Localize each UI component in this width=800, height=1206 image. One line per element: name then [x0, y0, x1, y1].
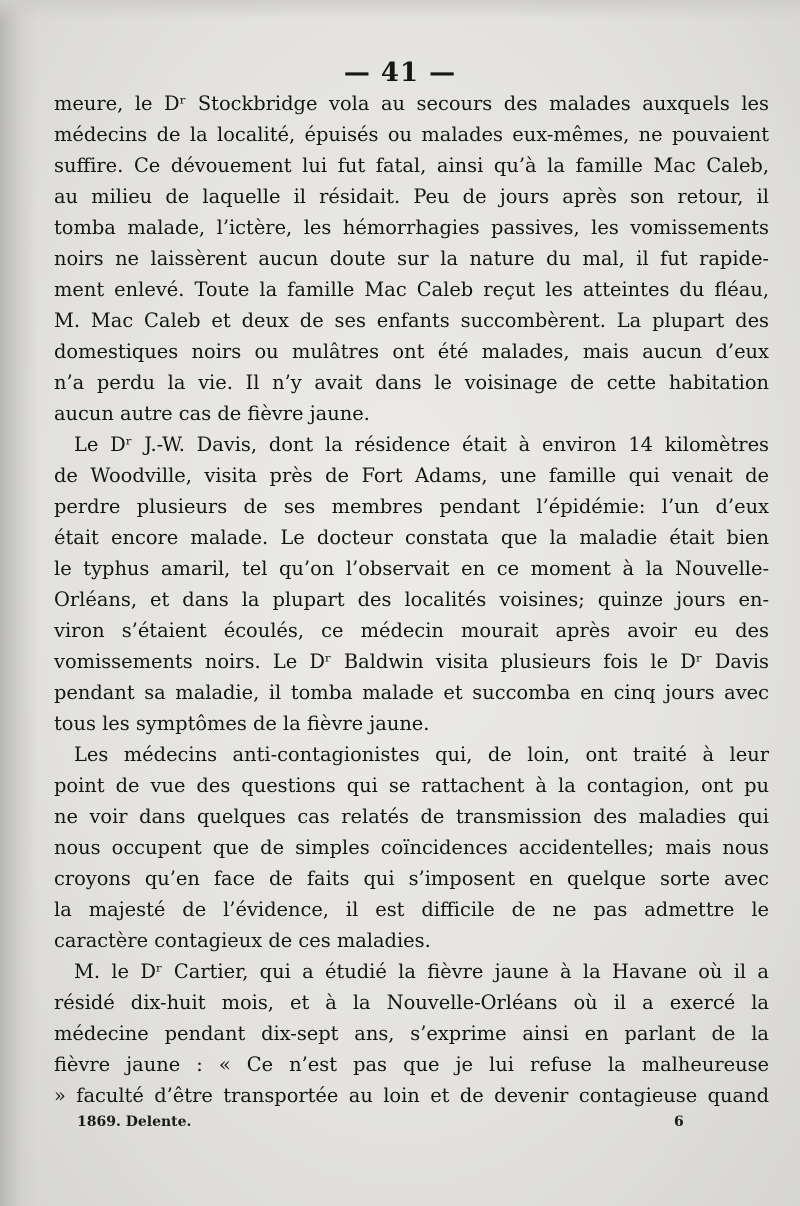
text-line: aucun autre cas de fièvre jaune.: [54, 402, 370, 425]
text-line: le typhus amaril, tel qu’on l’observait en ce moment à la Nouvelle-: [54, 557, 769, 580]
binding-shadow: [0, 0, 38, 1206]
text-line: tomba malade, l’ictère, les hémorrhagies passives, les vomissements: [54, 216, 769, 239]
text-line: Orléans, et dans la plupart des localités voisines; quinze jours en-: [54, 588, 769, 611]
text-line: meure, le Dʳ Stockbridge vola au secours des malades auxquels les: [54, 92, 769, 115]
text-line: de Woodville, visita près de Fort Adams, une famille qui venait de: [54, 464, 769, 487]
text-line: Le Dʳ J.-W. Davis, dont la résidence était à environ 14 kilomètres: [74, 433, 769, 456]
text-line: nous occupent que de simples coïncidences accidentelles; mais nous: [54, 836, 769, 859]
text-line: M. le Dʳ Cartier, qui a étudié la fièvre jaune à la Havane où il a: [74, 960, 769, 983]
text-line: caractère contagieux de ces maladies.: [54, 929, 431, 952]
footer-signature: 1869. Delente.: [77, 1114, 192, 1130]
text-line: croyons qu’en face de faits qui s’imposent en quelque sorte avec: [54, 867, 769, 890]
text-line: perdre plusieurs de ses membres pendant l’épidémie: l’un d’eux: [54, 495, 769, 518]
text-line: noirs ne laissèrent aucun doute sur la nature du mal, il fut rapide-: [54, 247, 769, 270]
text-line: n’a perdu la vie. Il n’y avait dans le voisinage de cette habitation: [54, 371, 769, 394]
footer-sheet-number: 6: [674, 1114, 684, 1130]
text-line: ne voir dans quelques cas relatés de transmission des maladies qui: [54, 805, 769, 828]
text-line: viron s’étaient écoulés, ce médecin mourait après avoir eu des: [54, 619, 769, 642]
text-line: était encore malade. Le docteur constata que la maladie était bien: [54, 526, 769, 549]
text-line: » faculté d’être transportée au loin et de devenir contagieuse quand: [54, 1084, 769, 1107]
text-line: suffire. Ce dévouement lui fut fatal, ainsi qu’à la famille Mac Caleb,: [54, 154, 769, 177]
text-line: vomissements noirs. Le Dʳ Baldwin visita plusieurs fois le Dʳ Davis: [54, 650, 769, 673]
text-line: domestiques noirs ou mulâtres ont été malades, mais aucun d’eux: [54, 340, 769, 363]
text-line: médecine pendant dix-sept ans, s’exprime ainsi en parlant de la: [54, 1022, 769, 1045]
text-line: ment enlevé. Toute la famille Mac Caleb reçut les atteintes du fléau,: [54, 278, 769, 301]
text-line: Les médecins anti-contagionistes qui, de loin, ont traité à leur: [74, 743, 769, 766]
text-line: M. Mac Caleb et deux de ses enfants succombèrent. La plupart des: [54, 309, 769, 332]
text-line: la majesté de l’évidence, il est difficile de ne pas admettre le: [54, 898, 769, 921]
text-line: pendant sa maladie, il tomba malade et succomba en cinq jours avec: [54, 681, 769, 704]
text-line: au milieu de laquelle il résidait. Peu de jours après son retour, il: [54, 185, 769, 208]
text-line: médecins de la localité, épuisés ou malades eux-mêmes, ne pouvaient: [54, 123, 769, 146]
page-number: — 41 —: [343, 58, 457, 88]
text-line: point de vue des questions qui se rattachent à la contagion, ont pu: [54, 774, 769, 797]
top-edge-shadow: [0, 0, 800, 20]
text-line: résidé dix-huit mois, et à la Nouvelle-Orléans où il a exercé la: [54, 991, 769, 1014]
body-text: [54, 88, 769, 1111]
text-line: tous les symptômes de la fièvre jaune.: [54, 712, 430, 735]
text-line: fièvre jaune : « Ce n’est pas que je lui refuse la malheureuse: [54, 1053, 769, 1076]
